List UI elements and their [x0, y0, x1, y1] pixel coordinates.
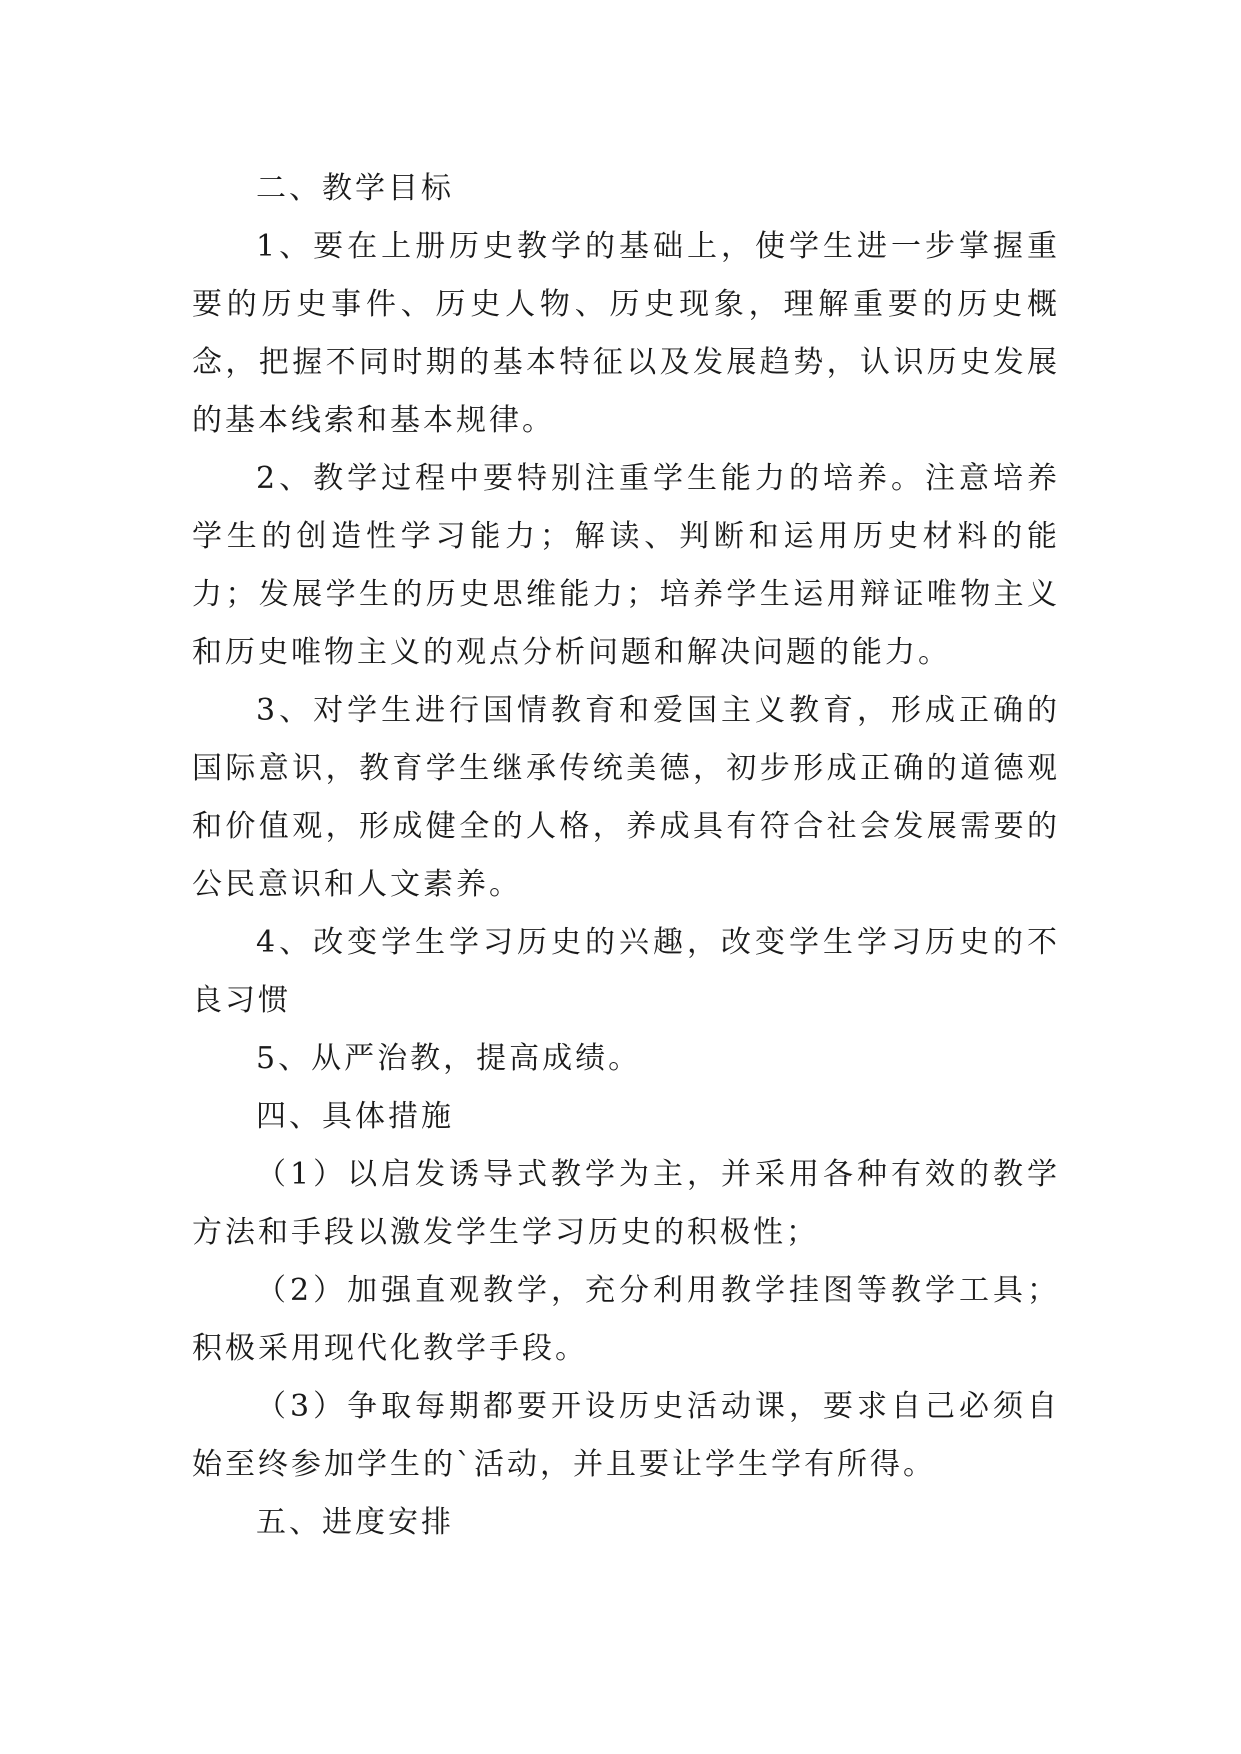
section-measures-title: 四、具体措施 — [256, 1099, 454, 1134]
goal-3-paragraph: 3、对学生进行国情教育和爱国主义教育，形成正确的国际意识，教育学生继承传统美德，初步形成正确的道德观和价值观，形成健全的人格，养成具有符合社会发展需要的公民意识和人文素养。 — [192, 693, 1060, 902]
goal-4-paragraph: 4、改变学生学习历史的兴趣，改变学生学习历史的不良习惯 — [192, 925, 1060, 1018]
section-goals-title: 二、教学目标 — [256, 171, 454, 206]
goal-5-paragraph: 5、从严治教，提高成绩。 — [256, 1041, 642, 1076]
measure-1-paragraph: （1）以启发诱导式教学为主，并采用各种有效的教学方法和手段以激发学生学习历史的积极性； — [192, 1157, 1060, 1250]
section-schedule-title: 五、进度安排 — [256, 1505, 454, 1540]
goal-2-paragraph: 2、教学过程中要特别注重学生能力的培养。注意培养学生的创造性学习能力；解读、判断和运用历史材料的能力；发展学生的历史思维能力；培养学生运用辩证唯物主义和历史唯物主义的观点分析问题和解决问题的能力。 — [192, 461, 1060, 670]
measure-3-paragraph: （3）争取每期都要开设历史活动课，要求自己必须自始至终参加学生的`活动，并且要让学生学有所得。 — [192, 1389, 1060, 1482]
goal-1-paragraph: 1、要在上册历史教学的基础上，使学生进一步掌握重要的历史事件、历史人物、历史现象，理解重要的历史概念，把握不同时期的基本特征以及发展趋势，认识历史发展的基本线索和基本规律。 — [192, 229, 1060, 438]
document-body — [192, 160, 1060, 1552]
measure-2-paragraph: （2）加强直观教学，充分利用教学挂图等教学工具；积极采用现代化教学手段。 — [192, 1273, 1060, 1366]
